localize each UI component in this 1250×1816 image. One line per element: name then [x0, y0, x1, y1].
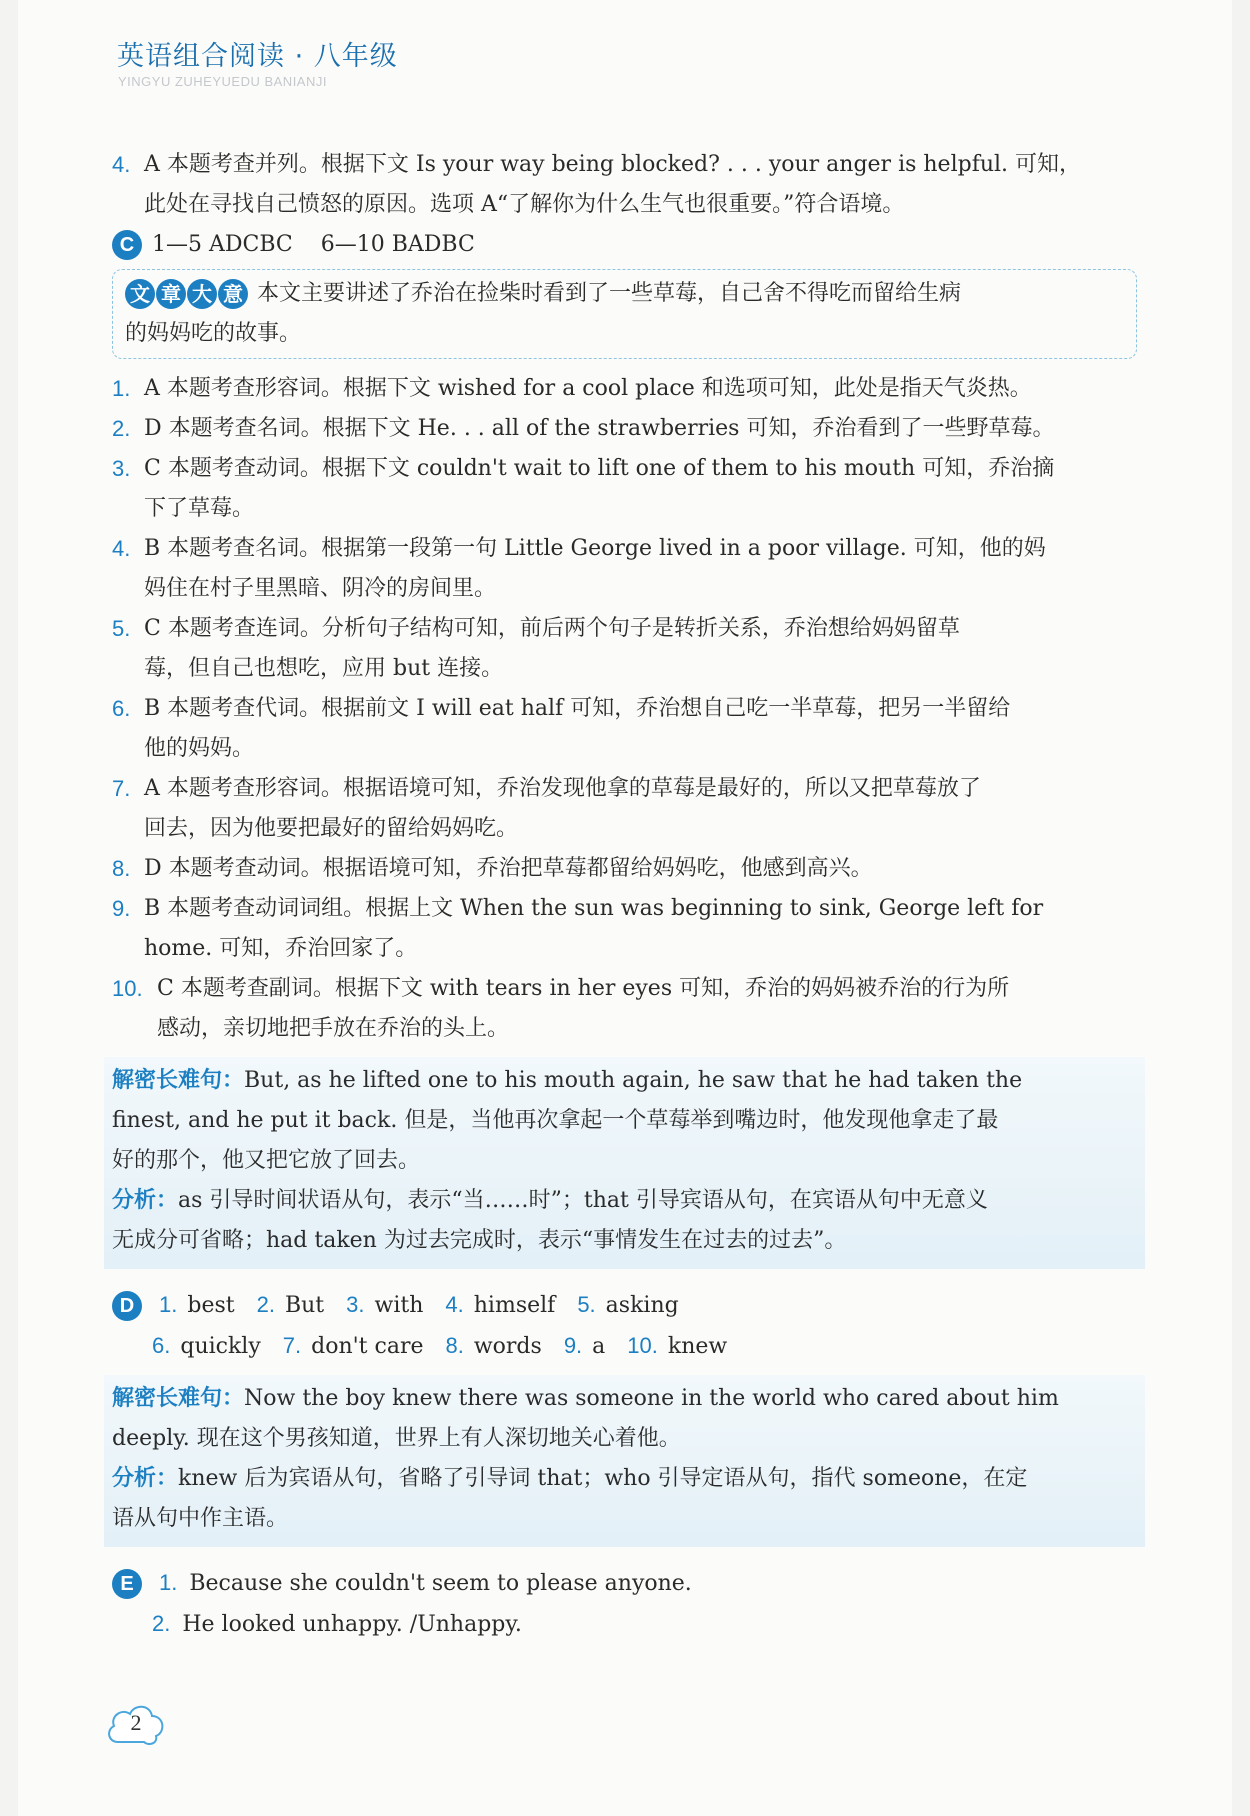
- item-number: 5.: [577, 1292, 596, 1317]
- hard-sentence-text: 好的那个，他又把它放了回去。: [112, 1148, 421, 1173]
- hard-sentence-analysis-c: [104, 1057, 1145, 1269]
- item-number: 7.: [112, 776, 131, 801]
- section-e-item: [112, 1563, 1137, 1604]
- answer-item: [112, 689, 1137, 729]
- item-text: C 本题考查连词。分析句子结构可知，前后两个句子是转折关系，乔治想给妈妈留草: [144, 616, 960, 641]
- answer-item: [112, 529, 1137, 569]
- answer-word: [346, 1285, 423, 1326]
- item-text: best: [187, 1293, 235, 1318]
- item-text: a: [592, 1334, 606, 1359]
- summary-text: 本文主要讲述了乔治在捡柴时看到了一些草莓，自己舍不得吃而留给生病: [257, 281, 962, 306]
- item-number: 10.: [112, 976, 143, 1001]
- item-text: C 本题考查副词。根据下文 with tears in her eyes 可知，乔治的妈妈被乔治的行为所: [157, 976, 1010, 1001]
- item-number: 4.: [112, 152, 131, 177]
- article-summary-tag: [125, 279, 249, 309]
- section-d-row-2: [112, 1326, 1137, 1367]
- item-text-continued: 感动，亲切地把手放在乔治的头上。: [157, 1016, 510, 1041]
- item-number: 2.: [152, 1611, 171, 1636]
- answer-content: [112, 145, 1137, 1645]
- section-d-row-1: [112, 1285, 1137, 1326]
- analysis-label: 分析：: [112, 1466, 179, 1491]
- item-text: A 本题考查并列。根据下文 Is your way being blocked? . . . your anger is helpful. 可知，: [144, 152, 1082, 177]
- item-number: 4.: [445, 1292, 464, 1317]
- item-number: 6.: [152, 1333, 171, 1358]
- analysis-text: knew 后为宾语从句，省略了引导词 that；who 引导定语从句，指代 someone，在定: [178, 1466, 1028, 1491]
- item-number: 3.: [346, 1292, 365, 1317]
- item-number: 1.: [112, 376, 131, 401]
- item-text-continued: 妈住在村子里黑暗、阴冷的房间里。: [144, 576, 497, 601]
- item-text: with: [374, 1293, 424, 1318]
- hard-sentence-text: deeply. 现在这个男孩知道，世界上有人深切地关心着他。: [112, 1426, 681, 1451]
- answer-word: [445, 1326, 541, 1367]
- item-number: 2.: [112, 416, 131, 441]
- item-number: 9.: [112, 896, 131, 921]
- answer-item: [112, 409, 1137, 449]
- item-number: 1.: [159, 1292, 178, 1317]
- header-title: 英语组合阅读 · 八年级: [117, 41, 398, 72]
- hard-sentence-text: finest, and he put it back. 但是，当他再次拿起一个草莓举到嘴边时，他发现他拿走了最: [112, 1108, 999, 1133]
- item-text: Because she couldn't seem to please anyone.: [189, 1571, 692, 1596]
- item-text: words: [473, 1334, 542, 1359]
- hard-sentence-analysis-d: [104, 1375, 1145, 1547]
- item-text-continued: 莓，但自己也想吃，应用 but 连接。: [144, 656, 504, 681]
- item-number: 2.: [256, 1292, 275, 1317]
- section-c-answers: [112, 225, 1137, 265]
- answer-item: [112, 889, 1137, 929]
- answer-word: [152, 1326, 261, 1367]
- answer-word: [159, 1285, 235, 1326]
- answer-word: [627, 1326, 727, 1367]
- page-number: 2: [130, 1710, 142, 1735]
- item-text: A 本题考查形容词。根据语境可知，乔治发现他拿的草莓是最好的，所以又把草莓放了: [144, 776, 981, 801]
- answer-item: [112, 369, 1137, 409]
- item-text: asking: [605, 1293, 679, 1318]
- hard-sentence-text: But, as he lifted one to his mouth again, he saw that he had taken the: [244, 1068, 1023, 1093]
- item-number: 7.: [282, 1333, 302, 1358]
- answer-item: [112, 849, 1137, 889]
- item-number: 5.: [112, 616, 131, 641]
- analysis-text: 语从句中作主语。: [112, 1506, 289, 1531]
- answer-item: [112, 449, 1137, 489]
- summary-tag-char: 章: [156, 279, 186, 309]
- item-text: B 本题考查代词。根据前文 I will eat half 可知，乔治想自己吃一半草莓，把另一半留给: [144, 696, 1011, 721]
- item-text-continued: 他的妈妈。: [144, 736, 255, 761]
- item-text: B 本题考查名词。根据第一段第一句 Little George lived in a poor village. 可知，他的妈: [144, 536, 1046, 561]
- answer-word: [445, 1285, 555, 1326]
- answer-word: [257, 1285, 325, 1326]
- section-c-items: [112, 369, 1137, 969]
- answer-item: [112, 769, 1137, 809]
- hard-sentence-label: 解密长难句：: [112, 1068, 245, 1093]
- item-text: But: [284, 1293, 325, 1318]
- item-text: himself: [473, 1293, 556, 1318]
- analysis-text: as 引导时间状语从句，表示“当……时”；that 引导宾语从句，在宾语从句中无意义: [178, 1188, 988, 1213]
- item-text: don't care: [311, 1334, 424, 1359]
- answer-word: [577, 1285, 678, 1326]
- item-text: D 本题考查名词。根据下文 He. . . all of the strawberries 可知，乔治看到了一些野草莓。: [144, 416, 1055, 441]
- article-summary-box: [112, 269, 1137, 359]
- section-e-item: [112, 1604, 1137, 1645]
- analysis-label: 分析：: [112, 1188, 179, 1213]
- summary-tag-char: 文: [125, 279, 155, 309]
- answer-word: [283, 1326, 424, 1367]
- section-c-badge: C: [112, 230, 142, 260]
- item-text: D 本题考查动词。根据语境可知，乔治把草莓都留给妈妈吃，他感到高兴。: [144, 856, 873, 881]
- item-text: knew: [667, 1334, 728, 1359]
- section-d-badge: D: [112, 1291, 142, 1321]
- item-text: A 本题考查形容词。根据下文 wished for a cool place 和选项可知，此处是指天气炎热。: [144, 376, 1032, 401]
- answer-item: [112, 969, 1137, 1009]
- item-text-continued: 此处在寻找自己愤怒的原因。选项 A“了解你为什么生气也很重要。”符合语境。: [144, 192, 905, 217]
- item-number: 6.: [112, 696, 131, 721]
- item-number: 1.: [159, 1570, 178, 1595]
- item-text-continued: 回去，因为他要把最好的留给妈妈吃。: [144, 816, 519, 841]
- item-text: B 本题考查动词词组。根据上文 When the sun was beginning to sink, George left for: [144, 896, 1044, 921]
- summary-text-continued: 的妈妈吃的故事。: [125, 321, 302, 346]
- item-number: 10.: [627, 1333, 658, 1358]
- page-number-badge: [104, 1698, 168, 1748]
- item-number: 3.: [112, 456, 131, 481]
- hard-sentence-text: Now the boy knew there was someone in the world who cared about him: [244, 1386, 1059, 1411]
- summary-tag-char: 大: [187, 279, 217, 309]
- section-e-badge: E: [112, 1569, 142, 1599]
- hard-sentence-label: 解密长难句：: [112, 1386, 245, 1411]
- item-number: 8.: [445, 1333, 464, 1358]
- answer-item: [112, 145, 1137, 185]
- item-number: 4.: [112, 536, 131, 561]
- item-text-continued: 下了草莓。: [144, 496, 255, 521]
- item-text: quickly: [180, 1334, 261, 1359]
- answer-word: [564, 1326, 605, 1367]
- answer-item: [112, 609, 1137, 649]
- item-number: 9.: [563, 1333, 583, 1358]
- header-subtitle: YINGYU ZUHEYUEDU BANIANJI: [118, 74, 327, 89]
- item-text-continued: home. 可知，乔治回家了。: [144, 936, 418, 961]
- item-text: He looked unhappy. /Unhappy.: [182, 1612, 522, 1637]
- analysis-text: 无成分可省略；had taken 为过去完成时，表示“事情发生在过去的过去”。: [112, 1228, 847, 1253]
- summary-tag-char: 意: [218, 279, 248, 309]
- section-c-answer-key: 1—5 ADCBC 6—10 BADBC: [152, 232, 475, 257]
- item-number: 8.: [112, 856, 131, 881]
- item-text: C 本题考查动词。根据下文 couldn't wait to lift one of them to his mouth 可知，乔治摘: [144, 456, 1055, 481]
